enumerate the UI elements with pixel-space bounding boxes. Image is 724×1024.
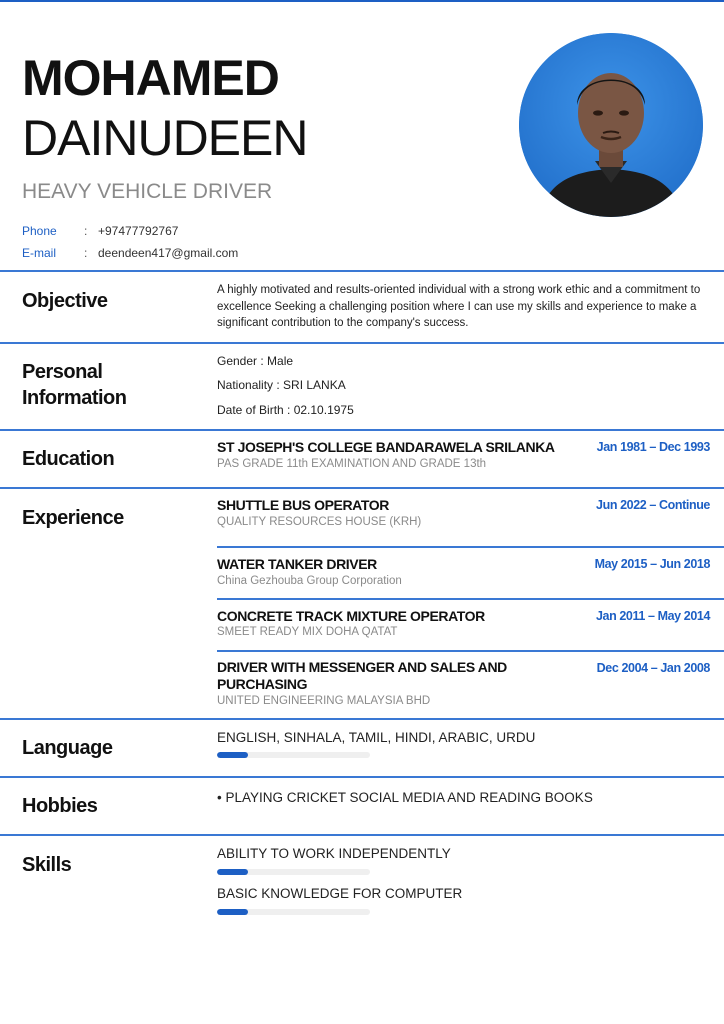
experience-role [217,659,507,693]
phone-value: +97477792767 [98,224,179,238]
experience-dates: Jun 2022 – Continue [596,498,710,512]
experience-company: UNITED ENGINEERING MALAYSIA BHD [217,695,431,707]
personal-heading-line2: Information [22,387,127,409]
section-divider [0,487,724,489]
last-name: DAINUDEEN [22,110,308,166]
section-divider [0,834,724,836]
personal-info-heading [22,359,127,411]
experience-role: SHUTTLE BUS OPERATOR [217,497,389,513]
objective-text: A highly motivated and results-oriented individual with a strong work ethic and a commitment to excellence Seeking a challenging position where I can use my skills and experience to make a significant contribution to the company's success. [217,284,701,329]
profile-photo-illustration [519,33,703,217]
experience-role-line2: PURCHASING [217,676,308,692]
nationality: Nationality : SRI LANKA [217,378,346,392]
email-separator: : [84,246,88,260]
skill-level-bar [217,869,370,875]
hobbies-text: • PLAYING CRICKET SOCIAL MEDIA AND READING BOOKS [217,790,593,805]
skill-level-fill [217,909,248,915]
email-row [22,246,238,260]
language-level-bar [217,752,370,758]
phone-row [22,224,178,238]
language-heading: Language [22,737,113,759]
phone-separator: : [84,224,88,238]
experience-role: WATER TANKER DRIVER [217,556,377,572]
hobbies-heading: Hobbies [22,795,98,817]
objective-heading: Objective [22,290,108,312]
section-divider [0,429,724,431]
job-title: HEAVY VEHICLE DRIVER [22,180,273,203]
section-divider [0,718,724,720]
experience-dates: Jan 2011 – May 2014 [595,609,710,623]
email-label: E-mail [22,246,57,260]
experience-divider [217,546,724,548]
gender: Gender : Male [217,354,294,368]
section-divider [0,776,724,778]
phone-label: Phone [22,224,57,238]
date-of-birth: Date of Birth : 02.10.1975 [217,403,354,417]
top-rule [0,0,724,2]
education-dates: Jan 1981 – Dec 1993 [596,440,710,454]
skill-level-fill [217,869,248,875]
education-school: ST JOSEPH'S COLLEGE BANDARAWELA SRILANKA [217,439,555,455]
experience-divider [217,650,724,652]
section-divider [0,342,724,344]
email-value: deendeen417@gmail.com [98,246,239,260]
skill-name: ABILITY TO WORK INDEPENDENTLY [217,846,451,861]
section-divider [0,270,724,272]
education-details: PAS GRADE 11th EXAMINATION AND GRADE 13th [217,458,487,470]
experience-dates: Dec 2004 – Jan 2008 [596,661,710,675]
skills-heading: Skills [22,854,72,876]
education-heading: Education [22,448,115,470]
experience-company: China Gezhouba Group Corporation [217,575,402,587]
first-name: MOHAMED [22,50,279,106]
experience-role: CONCRETE TRACK MIXTURE OPERATOR [217,608,485,624]
experience-company: QUALITY RESOURCES HOUSE (KRH) [217,516,422,528]
profile-photo [519,33,703,217]
experience-dates: May 2015 – Jun 2018 [594,557,710,571]
candidate-name [22,48,307,168]
experience-heading: Experience [22,507,124,529]
experience-divider [217,598,724,600]
experience-company: SMEET READY MIX DOHA QATAT [217,626,398,638]
language-level-fill [217,752,248,758]
experience-role-line1: DRIVER WITH MESSENGER AND SALES AND [217,659,507,675]
skill-level-bar [217,909,370,915]
language-list: ENGLISH, SINHALA, TAMIL, HINDI, ARABIC, URDU [217,730,536,745]
personal-heading-line1: Personal [22,361,103,383]
skill-name: BASIC KNOWLEDGE FOR COMPUTER [217,886,463,901]
